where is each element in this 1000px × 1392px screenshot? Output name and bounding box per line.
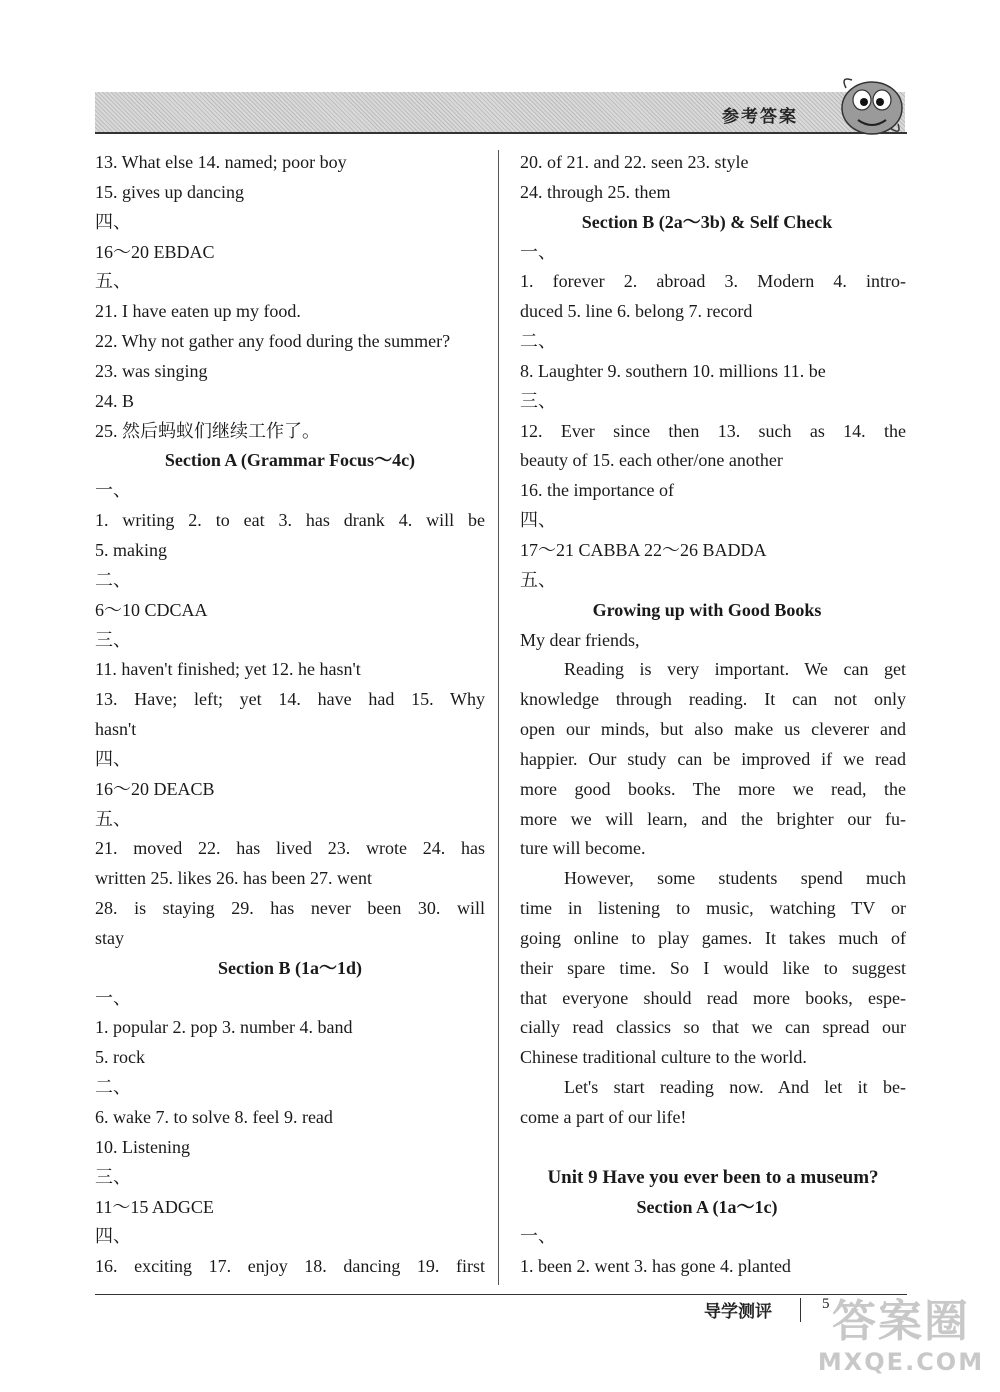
section-heading: Section A (1a～1c) xyxy=(636,1196,778,1217)
column-divider xyxy=(498,150,499,1285)
answer-line: 25. 然后蚂蚁们继续工作了。 xyxy=(95,420,320,441)
answer-line: 二、 xyxy=(95,1077,131,1098)
answer-line: 13. What else 14. named; poor boy xyxy=(95,152,347,172)
answer-line: 16～20 EBDAC xyxy=(95,241,215,262)
unit-heading: Unit 9 Have you ever been to a museum? xyxy=(547,1166,879,1188)
answer-line: 20. of 21. and 22. seen 23. style xyxy=(520,152,749,172)
answer-line: knowledge through reading. It can not only xyxy=(520,689,906,710)
answer-line: 11. haven't finished; yet 12. he hasn't xyxy=(95,659,361,680)
answer-line: 13. Have; left; yet 14. have had 15. Why xyxy=(95,689,485,710)
header-title: 参考答案 xyxy=(722,107,798,127)
answer-line: happier. Our study can be improved if we read xyxy=(520,748,906,769)
answer-line: 1. popular 2. pop 3. number 4. band xyxy=(95,1017,353,1038)
answer-line: 二、 xyxy=(520,331,556,352)
answer-line: ture will become. xyxy=(520,838,646,859)
answer-line: 一、 xyxy=(95,987,131,1008)
answer-line: 5. rock xyxy=(95,1047,145,1068)
section-heading: Section B (1a～1d) xyxy=(218,957,362,978)
answer-line: 23. was singing xyxy=(95,360,208,381)
answer-line: 10. Listening xyxy=(95,1136,190,1157)
answer-line: 12. Ever since then 13. such as 14. the xyxy=(520,420,906,441)
answer-line: 五、 xyxy=(95,271,131,292)
answer-line: 1. forever 2. abroad 3. Modern 4. intro- xyxy=(520,271,906,292)
answer-line: 17～21 CABBA 22～26 BADDA xyxy=(520,539,767,560)
answer-line: 1. been 2. went 3. has gone 4. planted xyxy=(520,1256,791,1277)
answer-line: 四、 xyxy=(95,1226,131,1247)
answer-line: 二、 xyxy=(95,569,131,590)
answer-line: open our minds, but also make us cleverer and xyxy=(520,719,906,740)
answer-line: 24. B xyxy=(95,390,135,411)
answer-line: their spare time. So I would like to suggest xyxy=(520,957,906,978)
answer-line: My dear friends, xyxy=(520,629,640,650)
answer-line: 21. I have eaten up my food. xyxy=(95,301,301,322)
answer-line: stay xyxy=(95,927,124,948)
answer-line: 1. writing 2. to eat 3. has drank 4. will be xyxy=(95,510,485,531)
header-rule xyxy=(95,132,907,134)
watermark-logo-text: 答案圈 xyxy=(832,1296,970,1347)
answer-line: beauty of 15. each other/one another xyxy=(520,450,783,471)
answer-line: going online to play games. It takes much of xyxy=(520,927,906,948)
answer-line: 五、 xyxy=(520,569,556,590)
answer-line: 四、 xyxy=(95,748,131,769)
answer-line: Let's start reading now. And let it be- xyxy=(564,1077,906,1098)
answer-line: Reading is very important. We can get xyxy=(564,659,906,680)
answer-line: 16. the importance of xyxy=(520,480,674,501)
answer-line: 24. through 25. them xyxy=(520,181,671,202)
answer-line: 15. gives up dancing xyxy=(95,181,244,202)
answer-line: 一、 xyxy=(520,1226,556,1247)
section-heading: Section B (2a～3b) & Self Check xyxy=(581,211,833,232)
answer-line: 五、 xyxy=(95,808,131,829)
answer-line: that everyone should read more books, espe- xyxy=(520,987,906,1008)
right-column xyxy=(520,148,906,1282)
answer-line: cially read classics so that we can spread our xyxy=(520,1017,906,1038)
answer-line: 16～20 DEACB xyxy=(95,778,215,799)
section-heading: Section A (Grammar Focus～4c) xyxy=(164,450,416,471)
answer-line: 三、 xyxy=(95,1166,131,1187)
answer-line: 21. moved 22. has lived 23. wrote 24. has xyxy=(95,838,485,859)
footer-title: 导学测评 xyxy=(704,1302,772,1322)
answer-line: 6～10 CDCAA xyxy=(95,599,208,620)
answer-line: 11～15 ADGCE xyxy=(95,1196,214,1217)
answer-line: 16. exciting 17. enjoy 18. dancing 19. first xyxy=(95,1256,485,1277)
answer-line: 5. making xyxy=(95,539,167,560)
page-number: 5 xyxy=(822,1296,830,1312)
answer-line: more we will learn, and the brighter our fu- xyxy=(520,808,906,829)
answer-line: Chinese traditional culture to the world. xyxy=(520,1047,807,1068)
answer-line: 三、 xyxy=(95,629,131,650)
answer-line: written 25. likes 26. has been 27. went xyxy=(95,868,372,889)
answer-line: 一、 xyxy=(520,241,556,262)
watermark-url: MXQE.COM xyxy=(817,1348,985,1376)
answer-line: However, some students spend much xyxy=(564,868,906,889)
footer-rule xyxy=(95,1294,907,1295)
section-heading: Growing up with Good Books xyxy=(592,599,822,620)
answer-line: 22. Why not gather any food during the summer? xyxy=(95,331,451,352)
answer-line: time in listening to music, watching TV or xyxy=(520,898,906,919)
answer-line: duced 5. line 6. belong 7. record xyxy=(520,301,753,322)
answer-line: 一、 xyxy=(95,480,131,501)
answer-line: 四、 xyxy=(95,211,131,232)
footer-divider xyxy=(800,1298,801,1322)
answer-line: 6. wake 7. to solve 8. feel 9. read xyxy=(95,1107,333,1127)
answer-line: come a part of our life! xyxy=(520,1107,687,1127)
answer-line: hasn't xyxy=(95,719,137,740)
answer-line: 四、 xyxy=(520,510,556,531)
watermark xyxy=(805,1296,997,1386)
answer-line: 三、 xyxy=(520,390,556,411)
answer-line: 28. is staying 29. has never been 30. will xyxy=(95,898,485,919)
answer-line: 8. Laughter 9. southern 10. millions 11. be xyxy=(520,360,826,381)
left-column xyxy=(95,148,485,1282)
blank-line xyxy=(520,1133,906,1163)
mascot-icon xyxy=(832,68,912,140)
answer-line: more good books. The more we read, the xyxy=(520,778,906,799)
